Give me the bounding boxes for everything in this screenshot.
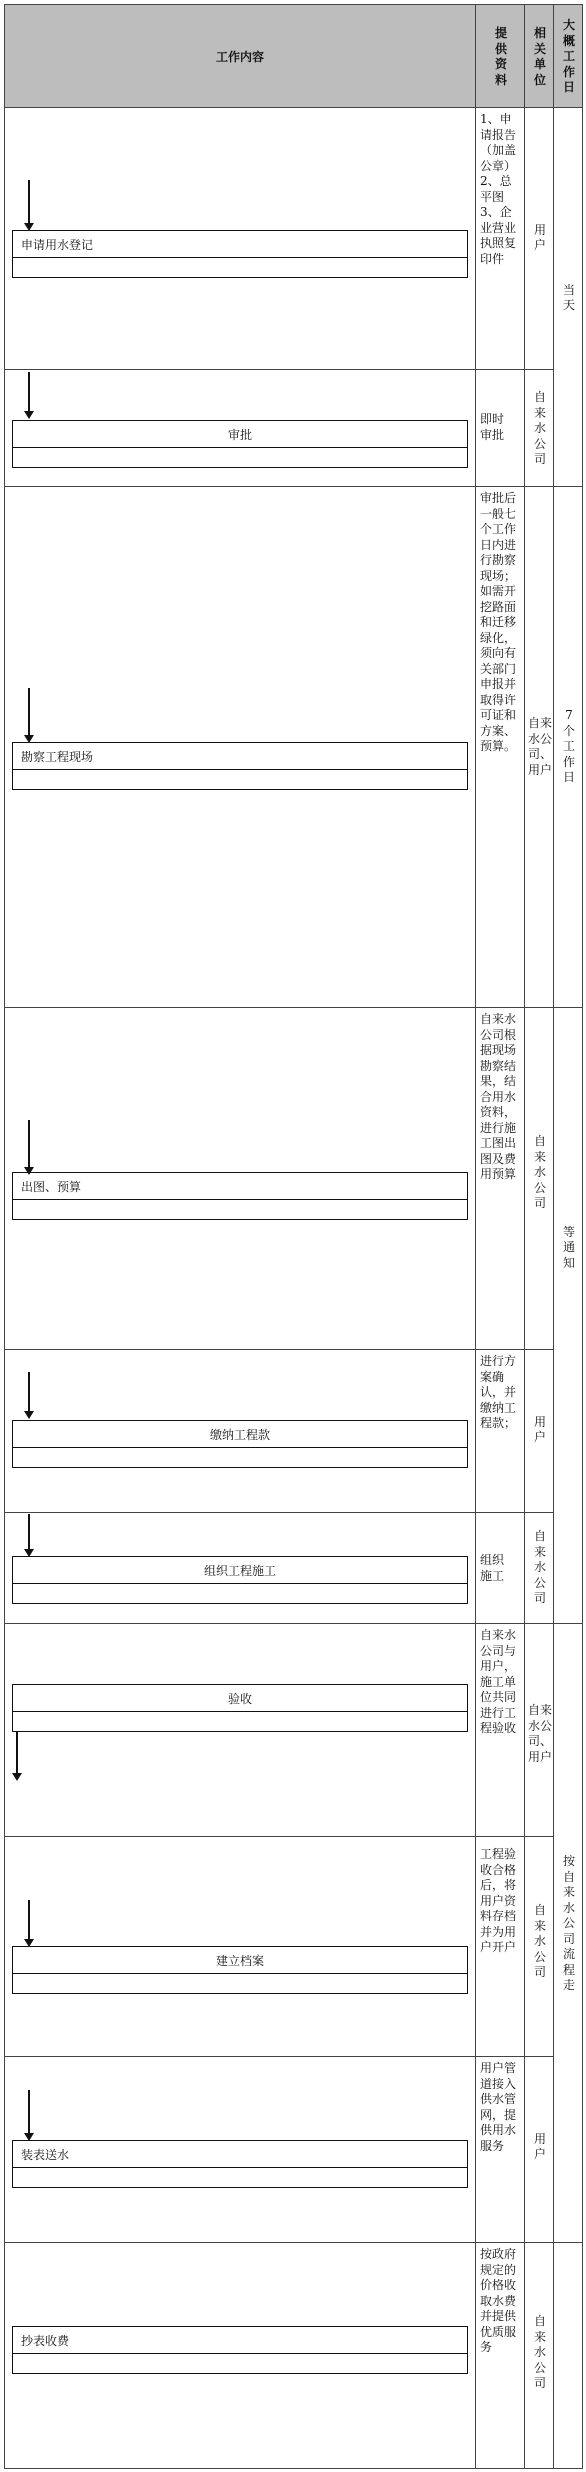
row-7-materials: 自来水公司与用户，施工单位共同进行工程验收 <box>480 1628 517 1735</box>
row-10-materials: 按政府规定的价格收取水费并提供优质服务 <box>480 2247 517 2354</box>
row-5-unit: 用户 <box>533 1414 546 1444</box>
row-3-step-box <box>12 742 468 790</box>
row-3-arrow <box>28 688 30 736</box>
row-7-arrow <box>16 1732 18 1774</box>
row-9-unit: 用户 <box>533 2131 546 2161</box>
row-7-materials-cell <box>475 1623 525 1837</box>
row-8-materials: 工程验收合格后，将用户资料存档并为用户开户 <box>480 1847 517 1954</box>
row-5-unit-cell <box>524 1349 554 1513</box>
row-1-step-label: 申请用水登记 <box>13 231 467 258</box>
row-7-step-box <box>12 1684 468 1732</box>
row-8-step-box <box>12 1946 468 1994</box>
header-units <box>524 4 554 108</box>
row-1-arrow <box>28 180 30 224</box>
row-4-materials: 自来水公司根据现场勘察结果，结合用水资料，进行施工图出图及费用预算 <box>480 1012 517 1181</box>
row-5-materials: 进行方案确认，并缴纳工程款； <box>480 1354 517 1430</box>
row-1-unit: 用户 <box>533 222 546 252</box>
row-9-unit-cell <box>524 2056 554 2243</box>
row-3-unit: 自来水公司、用户 <box>528 716 553 777</box>
row-8-arrow <box>28 1900 30 1940</box>
header-materials <box>475 4 525 108</box>
row-6-unit: 自来水公司 <box>533 1529 546 1606</box>
row-2-step-label: 审批 <box>13 421 467 448</box>
row-3-materials-cell <box>475 486 525 1008</box>
row-10-unit-cell <box>524 2242 554 2469</box>
header-work-content-label: 工作内容 <box>215 49 264 64</box>
row-2-unit: 自来水公司 <box>533 390 546 467</box>
row-10-materials-cell <box>475 2242 525 2469</box>
row-1-materials: 1、申请报告（加盖公章）2、总平图3、企业营业执照复印件 <box>480 112 517 266</box>
row-9-materials: 用户管道接入供水管网，提供用水服务 <box>480 2061 517 2153</box>
row-6-unit-cell <box>524 1512 554 1624</box>
header-workdays-label: 大概工作日 <box>562 18 575 95</box>
row-7-unit: 自来水公司、用户 <box>528 1703 553 1764</box>
workdays-fourth: 按自来水公司流程走 <box>562 1854 575 1993</box>
row-8-unit-cell <box>524 1836 554 2057</box>
workdays-cell-3 <box>553 1007 583 1624</box>
workdays-second: 7个工作日 <box>562 708 575 785</box>
workdays-cell-5 <box>553 2242 583 2469</box>
row-4-unit: 自来水公司 <box>533 1134 546 1211</box>
workdays-first: 当天 <box>562 282 575 312</box>
row-8-step-label: 建立档案 <box>13 1947 467 1974</box>
workdays-third: 等通知 <box>562 1224 575 1270</box>
header-materials-label: 提供资料 <box>494 26 507 87</box>
row-10-step-box <box>12 2326 468 2374</box>
row-3-materials: 审批后一般七个工作日内进行勘察现场；如需开挖路面和迁移绿化，须向有关部门申报并取得许可证和方案、预算。 <box>480 491 517 753</box>
row-10-step-label: 抄表收费 <box>13 2327 467 2354</box>
row-5-arrow <box>28 1372 30 1412</box>
row-2-step-box <box>12 420 468 468</box>
row-10-unit: 自来水公司 <box>533 2314 546 2391</box>
header-workdays <box>553 4 583 108</box>
row-1-materials-cell <box>475 107 525 370</box>
row-5-step-label: 缴纳工程款 <box>13 1421 467 1448</box>
row-2-arrow <box>28 372 30 412</box>
row-9-arrow <box>28 2090 30 2134</box>
workdays-cell-4 <box>553 1623 583 2243</box>
row-5-step-box <box>12 1420 468 1468</box>
row-9-materials-cell <box>475 2056 525 2243</box>
row-9-step-box <box>12 2140 468 2188</box>
row-8-materials-cell <box>475 1836 525 2057</box>
row-4-step-label: 出图、预算 <box>13 1173 467 1200</box>
row-7-step-label: 验收 <box>13 1685 467 1712</box>
row-2-materials-cell <box>475 369 525 487</box>
row-7-unit-cell <box>524 1623 554 1837</box>
row-2-materials: 即时审批 <box>480 412 505 442</box>
row-3-unit-cell <box>524 486 554 1008</box>
row-5-materials-cell <box>475 1349 525 1513</box>
row-6-materials: 组织施工 <box>480 1553 505 1583</box>
row-4-materials-cell <box>475 1007 525 1350</box>
workdays-cell-1 <box>553 107 583 487</box>
row-4-unit-cell <box>524 1007 554 1350</box>
row-3-step-label: 勘察工程现场 <box>13 743 467 770</box>
row-4-arrow <box>28 1120 30 1168</box>
row-6-step-box <box>12 1556 468 1604</box>
row-6-materials-cell <box>475 1512 525 1624</box>
row-6-step-label: 组织工程施工 <box>13 1557 467 1584</box>
row-6-arrow <box>28 1514 30 1550</box>
row-8-unit: 自来水公司 <box>533 1903 546 1980</box>
row-1-unit-cell <box>524 107 554 370</box>
row-1-step-box <box>12 230 468 278</box>
workdays-cell-2 <box>553 486 583 1008</box>
header-units-label: 相关单位 <box>533 26 546 87</box>
row-4-step-box <box>12 1172 468 1220</box>
row-2-unit-cell <box>524 369 554 487</box>
row-9-step-label: 装表送水 <box>13 2141 467 2168</box>
header-work-content <box>4 4 476 108</box>
